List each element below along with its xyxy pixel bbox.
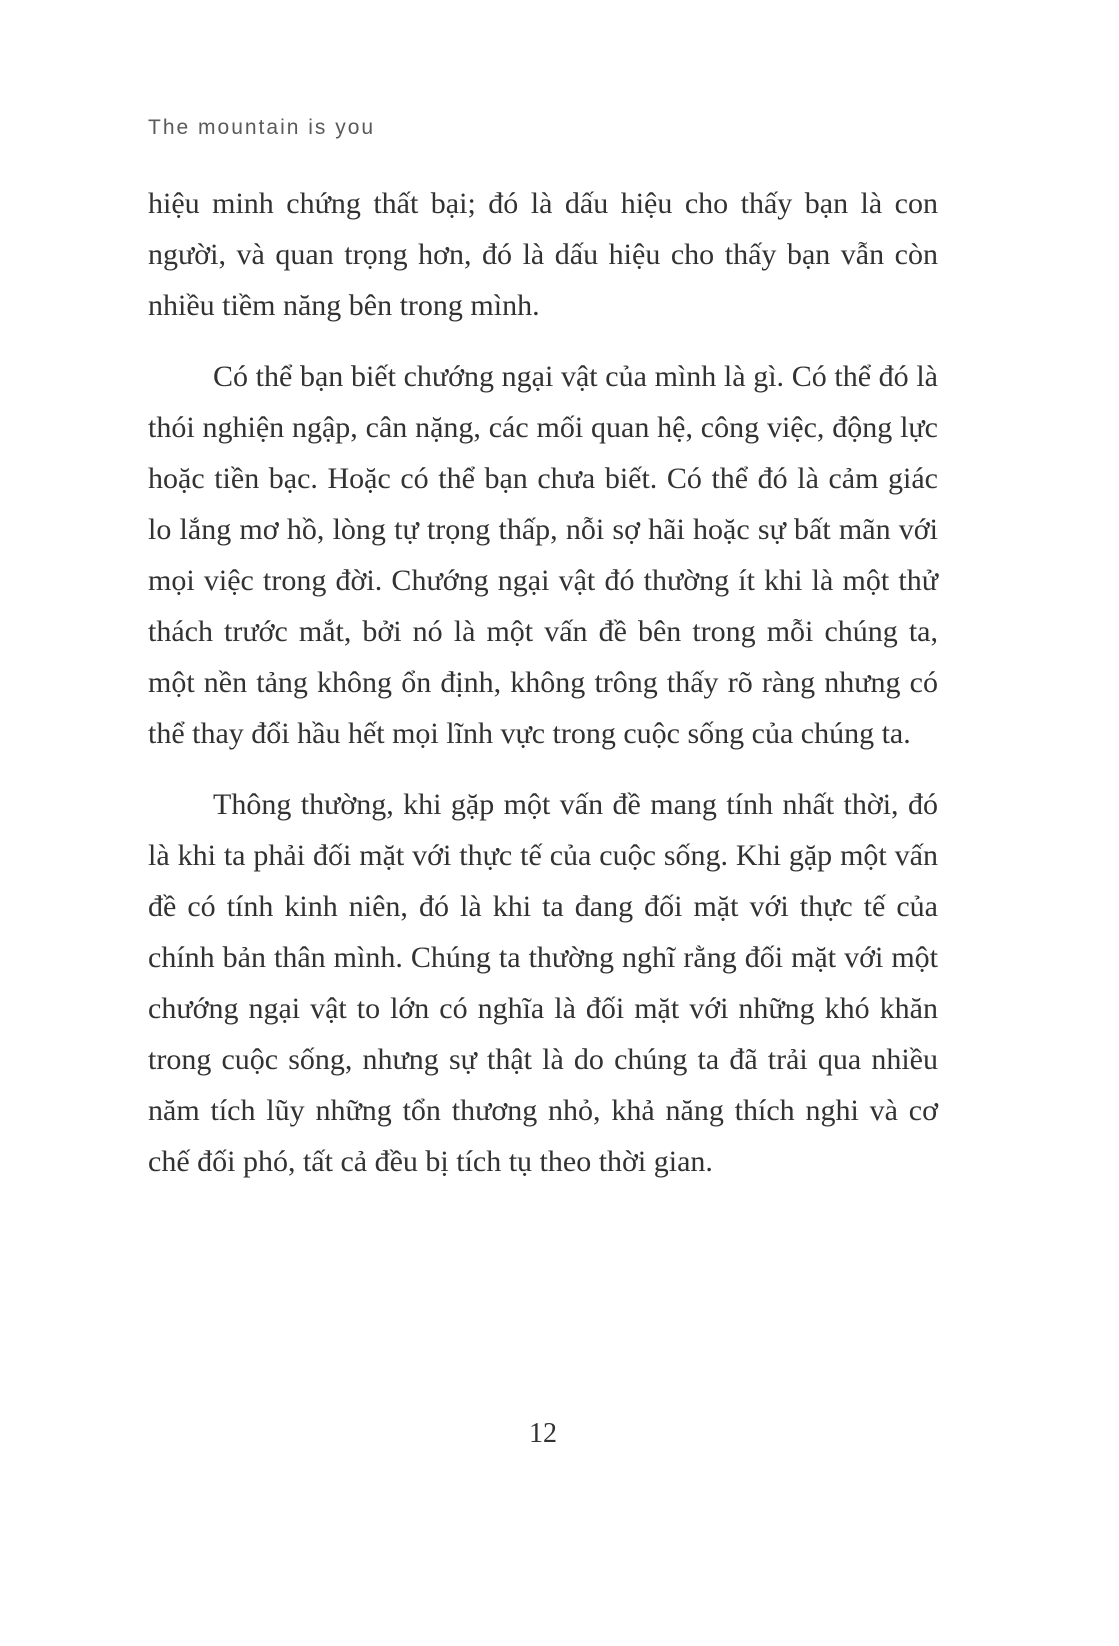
paragraph-continuation: hiệu minh chứng thất bại; đó là dấu hiệu cho thấy bạn là con người, và quan trọng hơn, đó là dấu hiệu cho thấy bạn vẫn còn nhiều tiềm năng bên trong mình. xyxy=(148,187,938,322)
paragraph: Có thể bạn biết chướng ngại vật của mình là gì. Có thể đó là thói nghiện ngập, cân nặng, các mối quan hệ, công việc, động lực hoặc tiền bạc. Hoặc có thể bạn chưa biết. Có thể đó là cảm giác lo lắng mơ hồ, lòng tự trọng thấp, nỗi sợ hãi hoặc sự bất mãn với mọi việc trong đời. Chướng ngại vật đó thường ít khi là một thử thách trước mắt, bởi nó là một vấn đề bên trong mỗi chúng ta, một nền tảng không ổn định, không trông thấy rõ ràng nhưng có thể thay đổi hầu hết mọi lĩnh vực trong cuộc sống của chúng ta. xyxy=(148,360,938,750)
paragraph: Thông thường, khi gặp một vấn đề mang tính nhất thời, đó là khi ta phải đối mặt với thực tế của cuộc sống. Khi gặp một vấn đề có tính kinh niên, đó là khi ta đang đối mặt với thực tế của chính bản thân mình. Chúng ta thường nghĩ rằng đối mặt với một chướng ngại vật to lớn có nghĩa là đối mặt với những khó khăn trong cuộc sống, nhưng sự thật là do chúng ta đã trải qua nhiều năm tích lũy những tổn thương nhỏ, khả năng thích nghi và cơ chế đối phó, tất cả đều bị tích tụ theo thời gian. xyxy=(148,788,938,1178)
body-text xyxy=(148,178,938,1207)
page-number: 12 xyxy=(529,1418,557,1449)
running-header: The mountain is you xyxy=(148,116,376,139)
